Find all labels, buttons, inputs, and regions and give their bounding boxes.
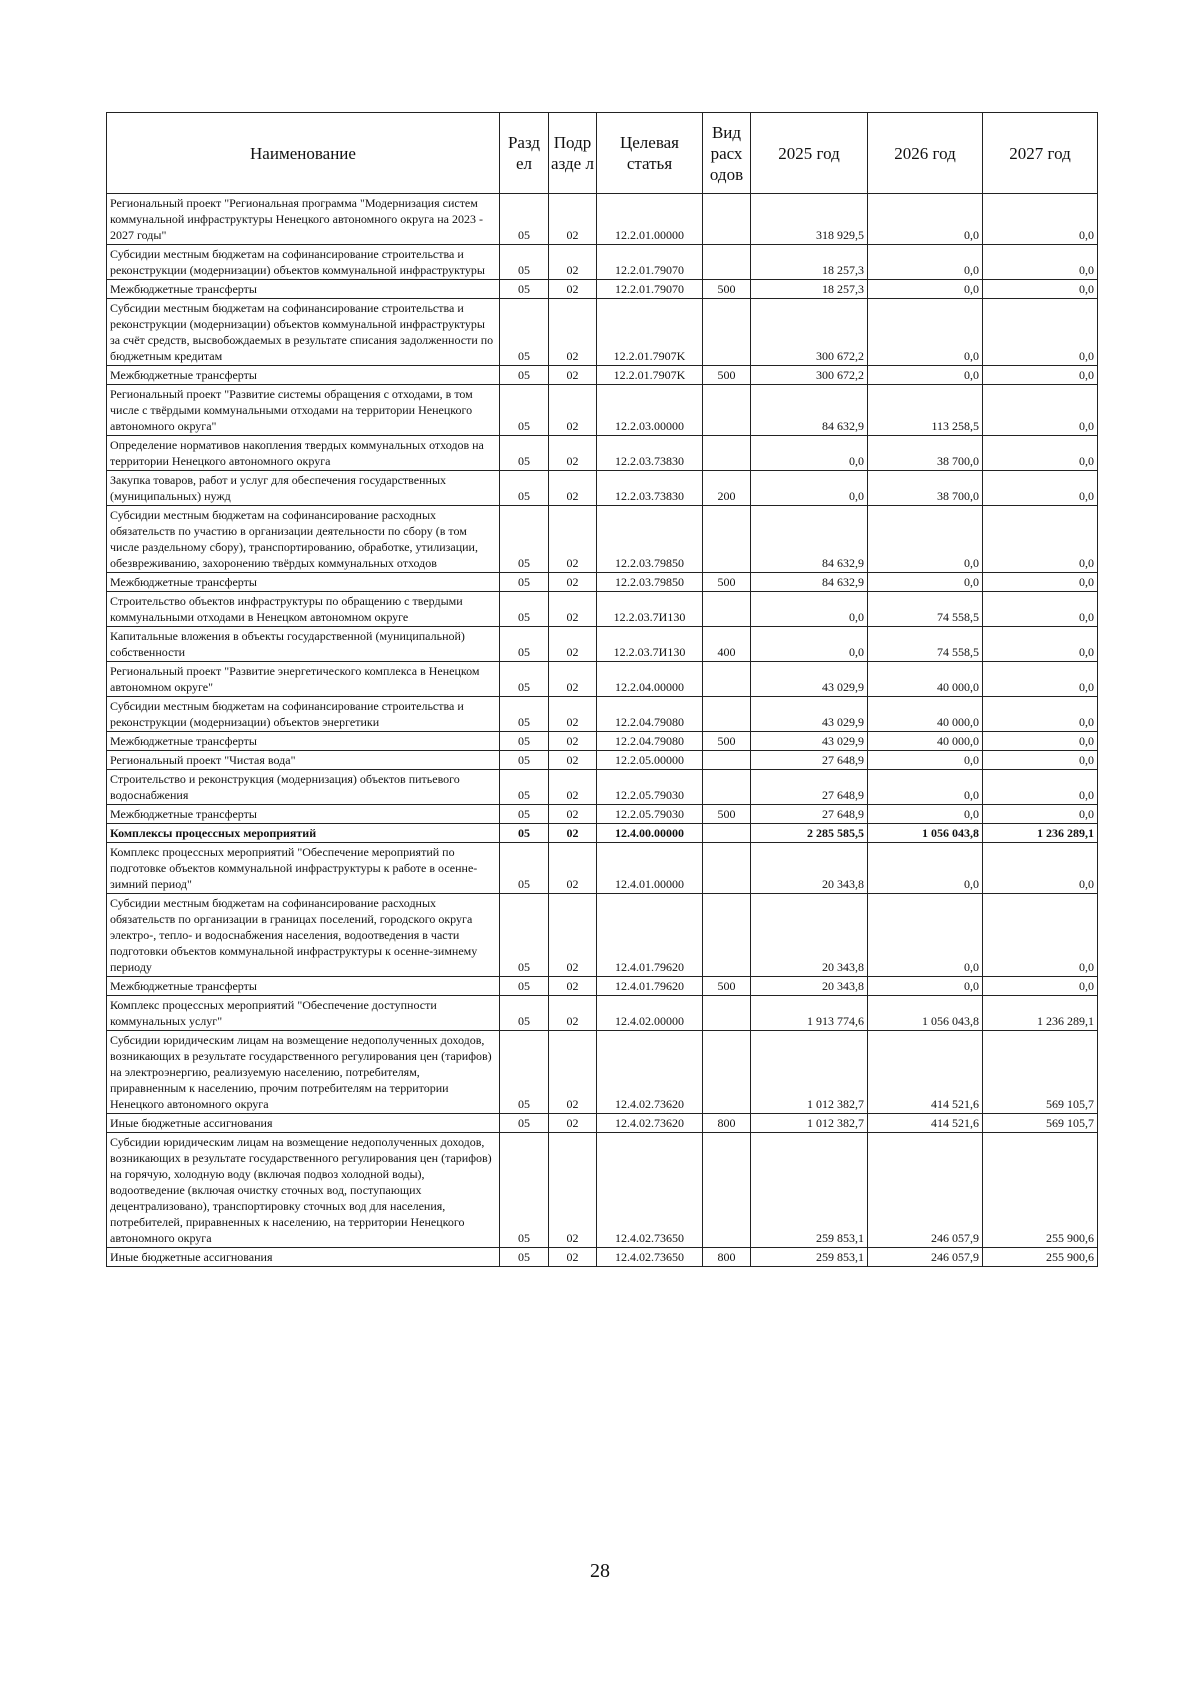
cell-2025: 318 929,5 <box>751 194 868 245</box>
cell-razdel: 05 <box>500 245 549 280</box>
cell-2027: 0,0 <box>983 627 1098 662</box>
cell-target: 12.2.03.79850 <box>597 573 703 592</box>
cell-razdel: 05 <box>500 627 549 662</box>
cell-2027: 0,0 <box>983 805 1098 824</box>
cell-2025: 20 343,8 <box>751 894 868 977</box>
cell-vid <box>703 770 751 805</box>
cell-podrazdel: 02 <box>549 471 597 506</box>
cell-razdel: 05 <box>500 697 549 732</box>
cell-name: Субсидии местным бюджетам на софинансирование строительства и реконструкции (модернизации) объектов энергетики <box>107 697 500 732</box>
cell-podrazdel: 02 <box>549 245 597 280</box>
cell-2025: 84 632,9 <box>751 506 868 573</box>
table-row <box>107 1133 1098 1248</box>
cell-2026: 0,0 <box>868 843 983 894</box>
cell-2025: 0,0 <box>751 592 868 627</box>
cell-2026: 246 057,9 <box>868 1133 983 1248</box>
cell-2027: 0,0 <box>983 751 1098 770</box>
cell-name: Субсидии местным бюджетам на софинансирование строительства и реконструкции (модернизации) объектов коммунальной инфраструктуры за счёт средств, высвобождаемых в результате списания задолженности по бюджетным кредитам <box>107 299 500 366</box>
cell-razdel: 05 <box>500 1114 549 1133</box>
cell-target: 12.2.04.00000 <box>597 662 703 697</box>
cell-podrazdel: 02 <box>549 573 597 592</box>
cell-podrazdel: 02 <box>549 1031 597 1114</box>
cell-vid <box>703 245 751 280</box>
cell-2025: 43 029,9 <box>751 662 868 697</box>
cell-2027: 255 900,6 <box>983 1133 1098 1248</box>
cell-name: Региональный проект "Чистая вода" <box>107 751 500 770</box>
header-target: Целевая статья <box>597 113 703 194</box>
cell-2027: 0,0 <box>983 366 1098 385</box>
cell-target: 12.2.01.7907K <box>597 366 703 385</box>
table-header-row <box>107 113 1098 194</box>
cell-podrazdel: 02 <box>549 770 597 805</box>
cell-2026: 40 000,0 <box>868 732 983 751</box>
cell-2026: 0,0 <box>868 770 983 805</box>
cell-target: 12.4.01.79620 <box>597 977 703 996</box>
cell-target: 12.4.02.73620 <box>597 1114 703 1133</box>
cell-razdel: 05 <box>500 506 549 573</box>
cell-2026: 414 521,6 <box>868 1031 983 1114</box>
cell-vid: 400 <box>703 627 751 662</box>
cell-2026: 40 000,0 <box>868 697 983 732</box>
header-2025: 2025 год <box>751 113 868 194</box>
cell-target: 12.4.02.73620 <box>597 1031 703 1114</box>
table-row <box>107 366 1098 385</box>
cell-2025: 84 632,9 <box>751 573 868 592</box>
cell-2026: 0,0 <box>868 977 983 996</box>
table-row <box>107 732 1098 751</box>
cell-vid: 500 <box>703 977 751 996</box>
cell-2027: 1 236 289,1 <box>983 824 1098 843</box>
cell-podrazdel: 02 <box>549 894 597 977</box>
cell-vid <box>703 385 751 436</box>
table-row <box>107 894 1098 977</box>
cell-name: Межбюджетные трансферты <box>107 573 500 592</box>
cell-podrazdel: 02 <box>549 732 597 751</box>
cell-vid <box>703 894 751 977</box>
cell-2026: 74 558,5 <box>868 592 983 627</box>
cell-razdel: 05 <box>500 1248 549 1267</box>
cell-vid: 500 <box>703 573 751 592</box>
cell-vid: 800 <box>703 1248 751 1267</box>
cell-podrazdel: 02 <box>549 751 597 770</box>
cell-2026: 38 700,0 <box>868 471 983 506</box>
cell-razdel: 05 <box>500 194 549 245</box>
cell-2027: 0,0 <box>983 194 1098 245</box>
cell-2026: 0,0 <box>868 280 983 299</box>
cell-razdel: 05 <box>500 385 549 436</box>
cell-2027: 0,0 <box>983 506 1098 573</box>
cell-2025: 20 343,8 <box>751 977 868 996</box>
cell-2027: 0,0 <box>983 732 1098 751</box>
cell-2026: 1 056 043,8 <box>868 996 983 1031</box>
cell-2026: 1 056 043,8 <box>868 824 983 843</box>
table-row <box>107 1114 1098 1133</box>
cell-name: Строительство объектов инфраструктуры по обращению с твердыми коммунальными отходами в Ненецком автономном округе <box>107 592 500 627</box>
table-row <box>107 843 1098 894</box>
table-row <box>107 751 1098 770</box>
cell-2025: 18 257,3 <box>751 280 868 299</box>
cell-razdel: 05 <box>500 436 549 471</box>
cell-2025: 27 648,9 <box>751 751 868 770</box>
cell-2025: 27 648,9 <box>751 805 868 824</box>
cell-podrazdel: 02 <box>549 977 597 996</box>
cell-2025: 300 672,2 <box>751 366 868 385</box>
cell-vid: 500 <box>703 366 751 385</box>
cell-name: Субсидии местным бюджетам на софинансирование строительства и реконструкции (модернизации) объектов коммунальной инфраструктуры <box>107 245 500 280</box>
cell-2026: 0,0 <box>868 194 983 245</box>
cell-2027: 1 236 289,1 <box>983 996 1098 1031</box>
cell-target: 12.4.02.73650 <box>597 1248 703 1267</box>
cell-vid <box>703 194 751 245</box>
budget-table <box>106 112 1098 1267</box>
table-row <box>107 805 1098 824</box>
cell-2026: 0,0 <box>868 805 983 824</box>
cell-2026: 0,0 <box>868 245 983 280</box>
cell-name: Субсидии юридическим лицам на возмещение недополученных доходов, возникающих в результате государственного регулирования цен (тарифов) на горячую, холодную воду (включая подвоз холодной воды), водоотведение (включая очистку сточных вод, поступающих децентрализовано), транспортировку сточных вод для населения, потребителей, приравненных к населению, на территории Ненецкого автономного округа <box>107 1133 500 1248</box>
cell-2026: 40 000,0 <box>868 662 983 697</box>
cell-razdel: 05 <box>500 573 549 592</box>
cell-podrazdel: 02 <box>549 194 597 245</box>
cell-name: Межбюджетные трансферты <box>107 805 500 824</box>
cell-podrazdel: 02 <box>549 662 597 697</box>
table-row <box>107 194 1098 245</box>
cell-target: 12.4.01.79620 <box>597 894 703 977</box>
cell-razdel: 05 <box>500 1031 549 1114</box>
cell-target: 12.2.05.79030 <box>597 805 703 824</box>
cell-target: 12.2.01.00000 <box>597 194 703 245</box>
cell-razdel: 05 <box>500 366 549 385</box>
cell-2027: 0,0 <box>983 894 1098 977</box>
header-vid: Вид расх одов <box>703 113 751 194</box>
cell-podrazdel: 02 <box>549 1114 597 1133</box>
cell-name: Субсидии юридическим лицам на возмещение недополученных доходов, возникающих в результате государственного регулирования цен (тарифов) на электроэнергию, реализуемую населению, потребителям, приравненным к населению, прочим потребителям на территории Ненецкого автономного округа <box>107 1031 500 1114</box>
cell-razdel: 05 <box>500 824 549 843</box>
cell-razdel: 05 <box>500 894 549 977</box>
cell-podrazdel: 02 <box>549 843 597 894</box>
table-row <box>107 385 1098 436</box>
cell-vid <box>703 751 751 770</box>
cell-2027: 0,0 <box>983 471 1098 506</box>
cell-2026: 0,0 <box>868 366 983 385</box>
cell-2027: 0,0 <box>983 280 1098 299</box>
cell-target: 12.2.03.00000 <box>597 385 703 436</box>
cell-podrazdel: 02 <box>549 824 597 843</box>
cell-podrazdel: 02 <box>549 1133 597 1248</box>
cell-name: Иные бюджетные ассигнования <box>107 1248 500 1267</box>
cell-name: Закупка товаров, работ и услуг для обеспечения государственных (муниципальных) нужд <box>107 471 500 506</box>
cell-vid <box>703 299 751 366</box>
header-name: Наименование <box>107 113 500 194</box>
cell-podrazdel: 02 <box>549 1248 597 1267</box>
cell-vid <box>703 506 751 573</box>
cell-target: 12.4.01.00000 <box>597 843 703 894</box>
cell-2027: 0,0 <box>983 662 1098 697</box>
table-row <box>107 1248 1098 1267</box>
cell-target: 12.2.03.7И130 <box>597 627 703 662</box>
table-row <box>107 770 1098 805</box>
cell-vid <box>703 592 751 627</box>
table-row <box>107 471 1098 506</box>
cell-2026: 38 700,0 <box>868 436 983 471</box>
cell-2026: 0,0 <box>868 894 983 977</box>
cell-2026: 0,0 <box>868 299 983 366</box>
cell-vid <box>703 436 751 471</box>
cell-2025: 300 672,2 <box>751 299 868 366</box>
cell-vid <box>703 697 751 732</box>
cell-target: 12.4.00.00000 <box>597 824 703 843</box>
cell-target: 12.2.03.79850 <box>597 506 703 573</box>
cell-vid: 800 <box>703 1114 751 1133</box>
cell-podrazdel: 02 <box>549 592 597 627</box>
cell-razdel: 05 <box>500 592 549 627</box>
header-razdel: Разд ел <box>500 113 549 194</box>
table-row <box>107 977 1098 996</box>
cell-razdel: 05 <box>500 751 549 770</box>
cell-name: Определение нормативов накопления твердых коммунальных отходов на территории Ненецкого автономного округа <box>107 436 500 471</box>
cell-2027: 0,0 <box>983 697 1098 732</box>
cell-2027: 0,0 <box>983 385 1098 436</box>
cell-vid: 500 <box>703 805 751 824</box>
cell-vid: 200 <box>703 471 751 506</box>
table-row <box>107 299 1098 366</box>
cell-2027: 0,0 <box>983 245 1098 280</box>
cell-target: 12.2.01.7907K <box>597 299 703 366</box>
table-row <box>107 592 1098 627</box>
cell-2026: 0,0 <box>868 506 983 573</box>
cell-2025: 43 029,9 <box>751 697 868 732</box>
cell-2025: 1 012 382,7 <box>751 1114 868 1133</box>
cell-target: 12.2.04.79080 <box>597 697 703 732</box>
cell-target: 12.2.05.79030 <box>597 770 703 805</box>
table-row <box>107 662 1098 697</box>
cell-target: 12.2.03.73830 <box>597 436 703 471</box>
table-row <box>107 506 1098 573</box>
cell-vid <box>703 843 751 894</box>
cell-2026: 0,0 <box>868 573 983 592</box>
cell-vid <box>703 824 751 843</box>
table-row <box>107 245 1098 280</box>
cell-name: Комплекс процессных мероприятий "Обеспечение мероприятий по подготовке объектов коммунальной инфраструктуры к работе в осенне-зимний период" <box>107 843 500 894</box>
table-row <box>107 697 1098 732</box>
cell-vid <box>703 1031 751 1114</box>
page-number: 28 <box>590 1560 610 1582</box>
cell-name: Комплексы процессных мероприятий <box>107 824 500 843</box>
cell-podrazdel: 02 <box>549 299 597 366</box>
cell-razdel: 05 <box>500 1133 549 1248</box>
cell-name: Межбюджетные трансферты <box>107 977 500 996</box>
cell-2027: 0,0 <box>983 299 1098 366</box>
table-row <box>107 1031 1098 1114</box>
cell-2026: 246 057,9 <box>868 1248 983 1267</box>
cell-razdel: 05 <box>500 732 549 751</box>
cell-name: Капитальные вложения в объекты государственной (муниципальной) собственности <box>107 627 500 662</box>
cell-2027: 0,0 <box>983 573 1098 592</box>
table-row <box>107 627 1098 662</box>
cell-name: Межбюджетные трансферты <box>107 732 500 751</box>
cell-2025: 1 012 382,7 <box>751 1031 868 1114</box>
cell-podrazdel: 02 <box>549 385 597 436</box>
cell-razdel: 05 <box>500 299 549 366</box>
cell-2027: 0,0 <box>983 977 1098 996</box>
cell-name: Иные бюджетные ассигнования <box>107 1114 500 1133</box>
table-row <box>107 996 1098 1031</box>
cell-name: Субсидии местным бюджетам на софинансирование расходных обязательств по организации в границах поселений, городского округа электро-, тепло- и водоснабжения населения, водоотведения в части подготовки объектов коммунальной инфраструктуры к осенне-зимнему периоду <box>107 894 500 977</box>
cell-2025: 1 913 774,6 <box>751 996 868 1031</box>
header-2027: 2027 год <box>983 113 1098 194</box>
cell-name: Региональный проект "Развитие энергетического комплекса в Ненецком автономном округе" <box>107 662 500 697</box>
cell-vid: 500 <box>703 280 751 299</box>
table-body <box>107 194 1098 1267</box>
cell-vid <box>703 996 751 1031</box>
cell-name: Строительство и реконструкция (модернизация) объектов питьевого водоснабжения <box>107 770 500 805</box>
cell-razdel: 05 <box>500 280 549 299</box>
cell-podrazdel: 02 <box>549 366 597 385</box>
cell-vid: 500 <box>703 732 751 751</box>
cell-vid <box>703 662 751 697</box>
cell-2026: 74 558,5 <box>868 627 983 662</box>
cell-razdel: 05 <box>500 805 549 824</box>
cell-target: 12.4.02.73650 <box>597 1133 703 1248</box>
cell-name: Региональный проект "Региональная программа "Модернизация систем коммунальной инфраструктуры Ненецкого автономного округа на 2023 - 2027 годы" <box>107 194 500 245</box>
cell-razdel: 05 <box>500 843 549 894</box>
cell-podrazdel: 02 <box>549 805 597 824</box>
cell-target: 12.4.02.00000 <box>597 996 703 1031</box>
cell-2025: 0,0 <box>751 436 868 471</box>
table-row <box>107 573 1098 592</box>
cell-2027: 0,0 <box>983 770 1098 805</box>
cell-2025: 0,0 <box>751 471 868 506</box>
table-row <box>107 436 1098 471</box>
cell-2027: 0,0 <box>983 592 1098 627</box>
cell-2025: 259 853,1 <box>751 1248 868 1267</box>
cell-name: Комплекс процессных мероприятий "Обеспечение доступности коммунальных услуг" <box>107 996 500 1031</box>
cell-target: 12.2.03.7И130 <box>597 592 703 627</box>
cell-razdel: 05 <box>500 770 549 805</box>
cell-2026: 113 258,5 <box>868 385 983 436</box>
cell-target: 12.2.01.79070 <box>597 280 703 299</box>
cell-razdel: 05 <box>500 662 549 697</box>
cell-2026: 414 521,6 <box>868 1114 983 1133</box>
cell-podrazdel: 02 <box>549 280 597 299</box>
cell-podrazdel: 02 <box>549 436 597 471</box>
cell-podrazdel: 02 <box>549 506 597 573</box>
cell-2025: 259 853,1 <box>751 1133 868 1248</box>
cell-target: 12.2.03.73830 <box>597 471 703 506</box>
cell-razdel: 05 <box>500 471 549 506</box>
header-2026: 2026 год <box>868 113 983 194</box>
cell-2025: 27 648,9 <box>751 770 868 805</box>
cell-name: Межбюджетные трансферты <box>107 280 500 299</box>
cell-vid <box>703 1133 751 1248</box>
cell-name: Межбюджетные трансферты <box>107 366 500 385</box>
cell-2025: 20 343,8 <box>751 843 868 894</box>
cell-2025: 43 029,9 <box>751 732 868 751</box>
cell-target: 12.2.05.00000 <box>597 751 703 770</box>
cell-target: 12.2.04.79080 <box>597 732 703 751</box>
cell-2027: 0,0 <box>983 436 1098 471</box>
table-row <box>107 824 1098 843</box>
cell-2026: 0,0 <box>868 751 983 770</box>
cell-name: Региональный проект "Развитие системы обращения с отходами, в том числе с твёрдыми коммунальными отходами на территории Ненецкого автономного округа" <box>107 385 500 436</box>
cell-2027: 0,0 <box>983 843 1098 894</box>
cell-2025: 84 632,9 <box>751 385 868 436</box>
cell-name: Субсидии местным бюджетам на софинансирование расходных обязательств по участию в организации деятельности по сбору (в том числе раздельному сбору), транспортированию, обработке, утилизации, обезвреживанию, захоронению твёрдых коммунальных отходов <box>107 506 500 573</box>
cell-podrazdel: 02 <box>549 627 597 662</box>
cell-razdel: 05 <box>500 996 549 1031</box>
cell-2027: 569 105,7 <box>983 1114 1098 1133</box>
cell-target: 12.2.01.79070 <box>597 245 703 280</box>
cell-podrazdel: 02 <box>549 996 597 1031</box>
cell-podrazdel: 02 <box>549 697 597 732</box>
cell-2027: 569 105,7 <box>983 1031 1098 1114</box>
header-podrazdel: Подр азде л <box>549 113 597 194</box>
cell-2025: 18 257,3 <box>751 245 868 280</box>
cell-2027: 255 900,6 <box>983 1248 1098 1267</box>
cell-2025: 2 285 585,5 <box>751 824 868 843</box>
cell-razdel: 05 <box>500 977 549 996</box>
cell-2025: 0,0 <box>751 627 868 662</box>
table-row <box>107 280 1098 299</box>
